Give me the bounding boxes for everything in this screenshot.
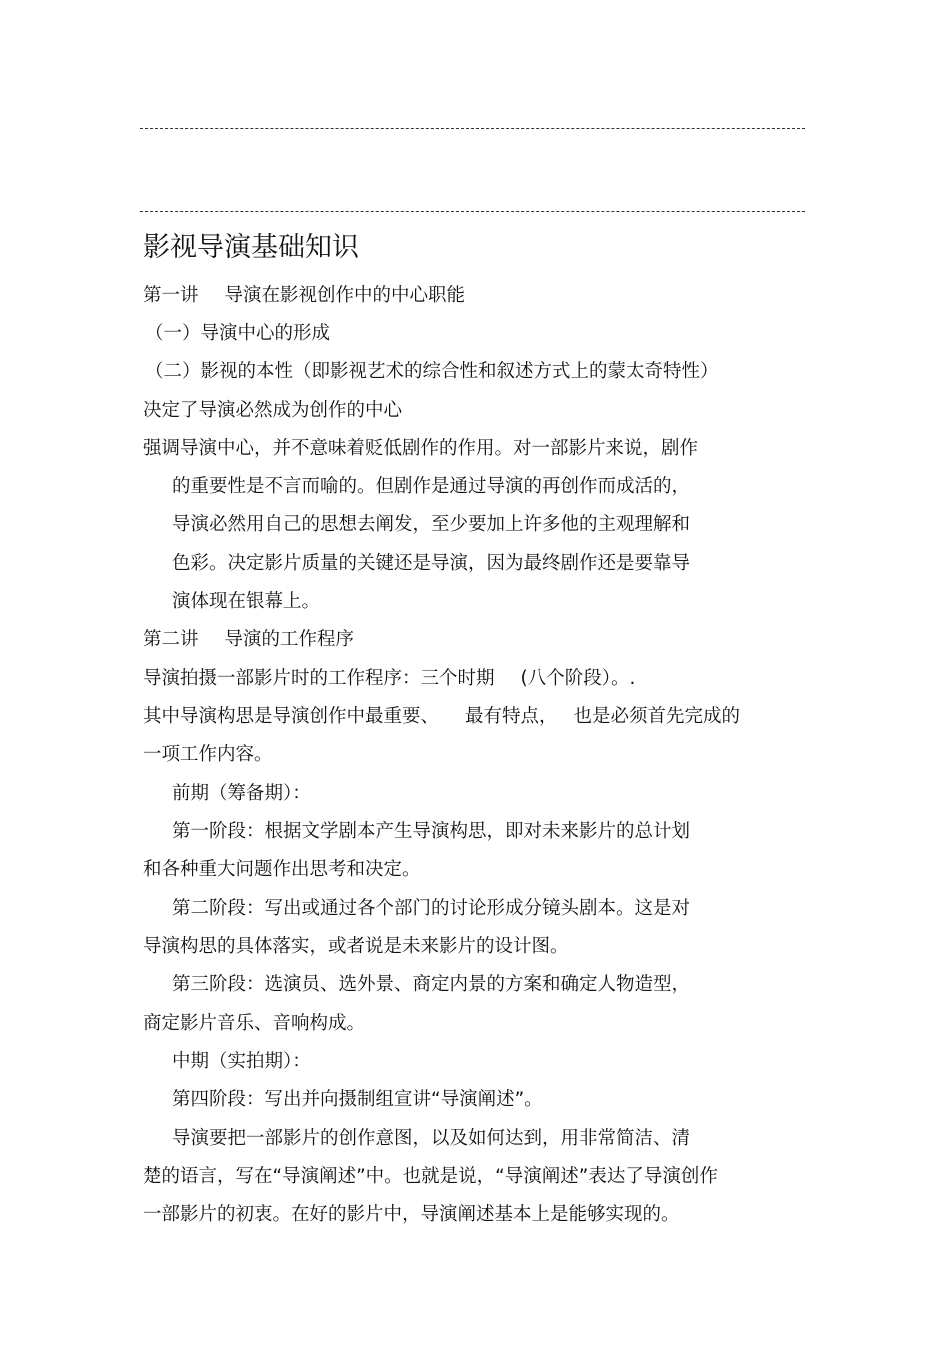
- line-text: 前期（筹备期）：: [172, 783, 311, 804]
- line-text: 的重要性是不言而喻的。但剧作是通过导演的再创作而成活的，: [172, 476, 691, 497]
- text-line: [145, 358, 719, 386]
- text-line: [172, 511, 690, 539]
- text-line: [143, 1201, 680, 1229]
- line-text: 导演必然用自己的思想去阐发，至少要加上许多他的主观理解和: [172, 514, 691, 535]
- text-line: [143, 435, 698, 463]
- line-text: 第四阶段：写出并向摄制组宣讲“导演阐述”。: [172, 1089, 543, 1110]
- text-line: [172, 1048, 311, 1076]
- line-text: （二）影视的本性（即影视艺术的综合性和叙述方式上的蒙太奇特性）: [145, 361, 719, 382]
- line-text: 色彩。决定影片质量的关键还是导演，因为最终剧作还是要靠导: [172, 553, 691, 574]
- text-line: [143, 626, 354, 654]
- line-text: 第三阶段：选演员、选外景、商定内景的方案和确定人物造型，: [172, 974, 691, 995]
- text-line: [172, 473, 690, 501]
- line-text: 演体现在银幕上。: [172, 591, 321, 612]
- line-text: 一部影片的初衷。在好的影片中，导演阐述基本上是能够实现的。: [143, 1204, 680, 1225]
- line-text: 和各种重大问题作出思考和决定。: [143, 859, 421, 880]
- text-line: [172, 971, 690, 999]
- text-line: [172, 1125, 690, 1153]
- line-text: 决定了导演必然成为创作的中心: [143, 400, 403, 421]
- lecture-label: 第二讲: [143, 629, 199, 650]
- text-line: [172, 588, 320, 616]
- text-line: [172, 780, 311, 808]
- text-line: [172, 1086, 543, 1114]
- text-line: [143, 665, 635, 693]
- line-text: 第二阶段：写出或通过各个部门的讨论形成分镜头剧本。这是对: [172, 898, 691, 919]
- text-line: [172, 818, 690, 846]
- text-line: [143, 397, 402, 425]
- line-text: 导演拍摄一部影片时的工作程序：三个时期: [143, 668, 495, 689]
- lecture-label: 第一讲: [143, 285, 199, 306]
- line-text: 导演要把一部影片的创作意图，以及如何达到，用非常简洁、清: [172, 1128, 691, 1149]
- header-rule-bottom: [140, 211, 805, 212]
- text-line: [143, 741, 273, 769]
- text-line: [172, 895, 690, 923]
- text-line: [143, 1163, 718, 1191]
- line-text: （一）导演中心的形成: [145, 323, 331, 344]
- line-text: 楚的语言，写在“导演阐述”中。也就是说，“导演阐述”表达了导演创作: [143, 1166, 718, 1187]
- line-text: 一项工作内容。: [143, 744, 273, 765]
- line-text: 最有特点，: [465, 706, 558, 727]
- text-line: [143, 933, 569, 961]
- line-text: 商定影片音乐、音响构成。: [143, 1013, 366, 1034]
- text-line: [143, 1010, 365, 1038]
- line-text: 强调导演中心，并不意味着贬低剧作的作用。对一部影片来说，剧作: [143, 438, 699, 459]
- text-line: [172, 550, 690, 578]
- text-line: [143, 703, 740, 731]
- line-text: 第一阶段：根据文学剧本产生导演构思，即对未来影片的总计划: [172, 821, 691, 842]
- lecture-topic: 导演的工作程序: [224, 629, 355, 650]
- line-text: 导演构思的具体落实，或者说是未来影片的设计图。: [143, 936, 569, 957]
- text-line: [143, 856, 421, 884]
- lecture-topic: 导演在影视创作中的中心职能: [224, 285, 466, 306]
- line-text: 也是必须首先完成的: [573, 706, 741, 727]
- line-text: 其中导演构思是导演创作中最重要、: [143, 706, 440, 727]
- header-rule-top: [140, 128, 805, 129]
- line-text: (八个阶段）。.: [520, 668, 636, 689]
- text-line: [143, 282, 465, 310]
- text-line: [145, 320, 330, 348]
- document-title: 影视导演基础知识: [143, 232, 359, 263]
- line-text: 中期（实拍期）：: [172, 1051, 311, 1072]
